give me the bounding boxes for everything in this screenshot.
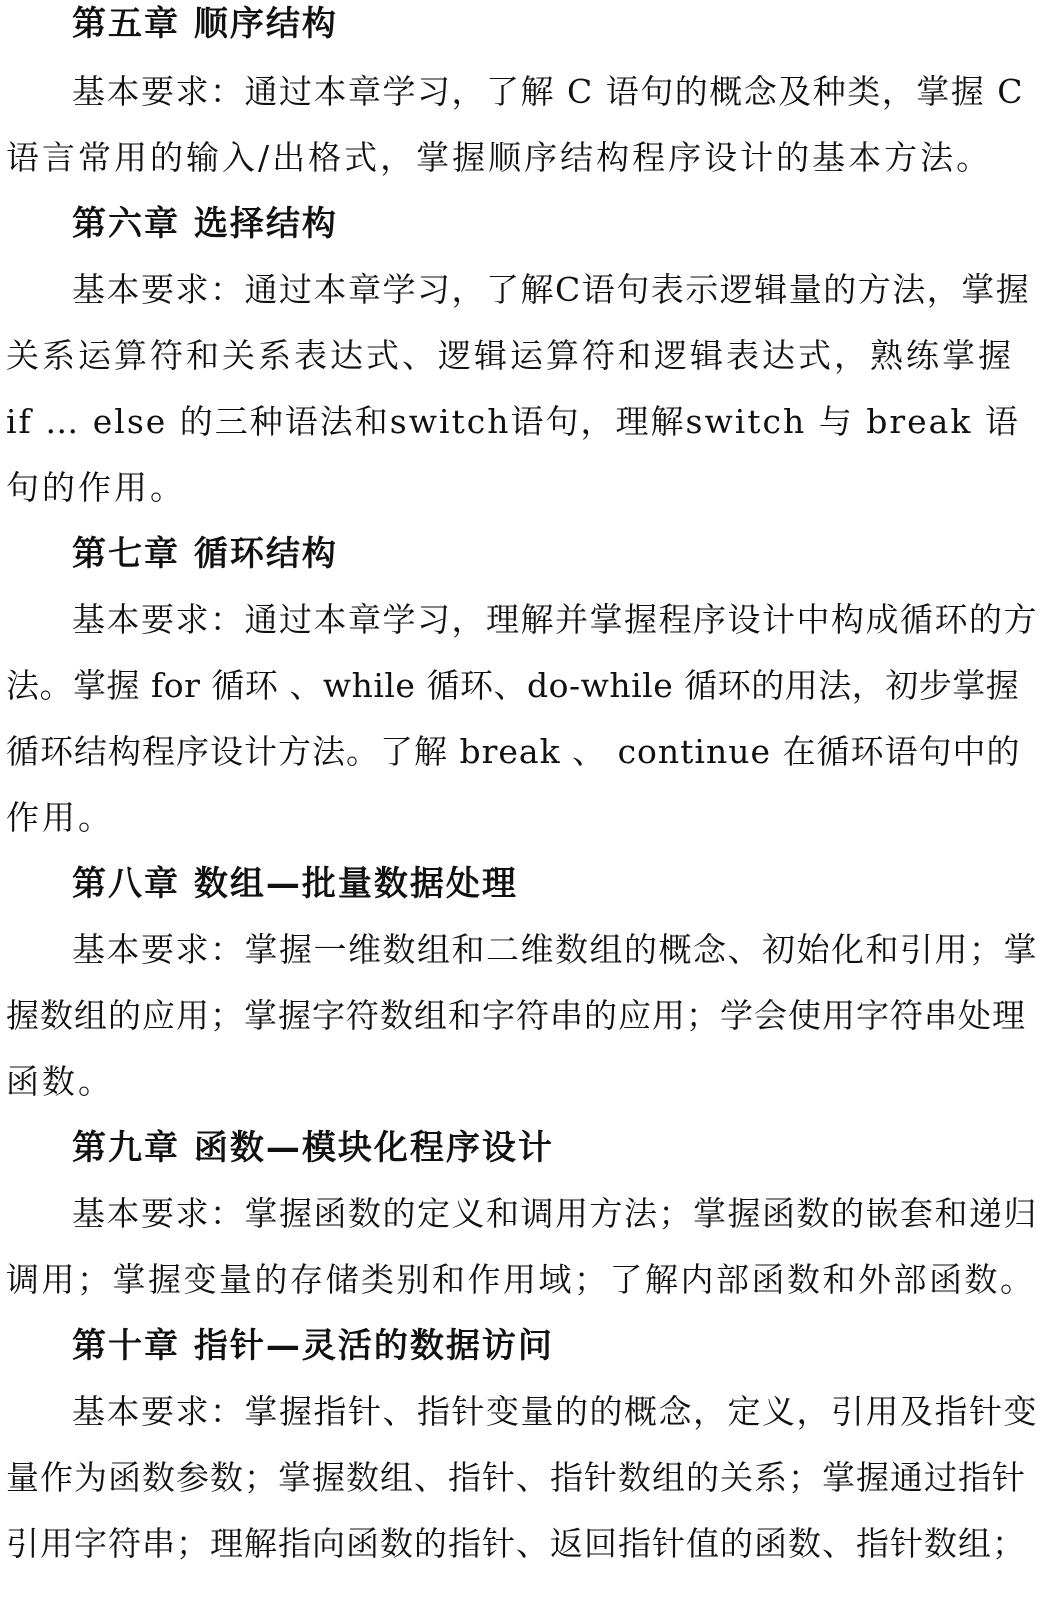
chapter-6-title: 第六章 选择结构 [72, 204, 338, 244]
chapter-9-requirement-line-1: 基本要求：掌握函数的定义和调用方法；掌握函数的嵌套和递归 [72, 1194, 1038, 1233]
chapter-8-title: 第八章 数组—批量数据处理 [72, 864, 518, 904]
chapter-10-title: 第十章 指针—灵活的数据访问 [72, 1326, 554, 1366]
chapter-9-title: 第九章 函数—模块化程序设计 [72, 1128, 554, 1168]
chapter-9-requirement-line-2: 调用；掌握变量的存储类别和作用域；了解内部函数和外部函数。 [6, 1260, 1036, 1299]
chapter-5-title: 第五章 顺序结构 [72, 4, 338, 44]
chapter-7-requirement-line-3: 循环结构程序设计方法。了解 break 、 continue 在循环语句中的 [6, 732, 1021, 771]
chapter-6-requirement-line-2: 关系运算符和关系表达式、逻辑运算符和逻辑表达式，熟练掌握 [6, 336, 1014, 375]
chapter-8-requirement-line-2: 握数组的应用；掌握字符数组和字符串的应用；学会使用字符串处理 [6, 996, 1026, 1035]
chapter-5-requirement-line-2: 语言常用的输入/出格式，掌握顺序结构程序设计的基本方法。 [6, 138, 993, 177]
chapter-7-requirement-line-1: 基本要求：通过本章学习，理解并掌握程序设计中构成循环的方 [72, 600, 1038, 639]
chapter-7-requirement-line-4: 作用。 [6, 798, 114, 837]
chapter-6-requirement-line-1: 基本要求：通过本章学习，了解C语句表示逻辑量的方法，掌握 [72, 270, 1031, 309]
chapter-6-requirement-line-4: 句的作用。 [6, 468, 186, 507]
chapter-5-requirement-line-1: 基本要求：通过本章学习，了解 C 语句的概念及种类，掌握 C [72, 72, 1024, 111]
chapter-7-title: 第七章 循环结构 [72, 534, 338, 574]
chapter-8-requirement-line-1: 基本要求：掌握一维数组和二维数组的概念、初始化和引用；掌 [72, 930, 1038, 969]
chapter-10-requirement-line-2: 量作为函数参数；掌握数组、指针、指针数组的关系；掌握通过指针 [6, 1458, 1026, 1497]
chapter-10-requirement-line-1: 基本要求：掌握指针、指针变量的的概念，定义，引用及指针变 [72, 1392, 1038, 1431]
chapter-8-requirement-line-3: 函数。 [6, 1062, 114, 1101]
chapter-6-requirement-line-3: if … else 的三种语法和switch语句，理解switch 与 break 语 [6, 402, 1020, 441]
chapter-10-requirement-line-3: 引用字符串；理解指向函数的指针、返回指针值的函数、指针数组； [6, 1524, 1026, 1563]
chapter-7-requirement-line-2: 法。掌握 for 循环 、while 循环、do-while 循环的用法，初步掌握 [6, 666, 1020, 705]
